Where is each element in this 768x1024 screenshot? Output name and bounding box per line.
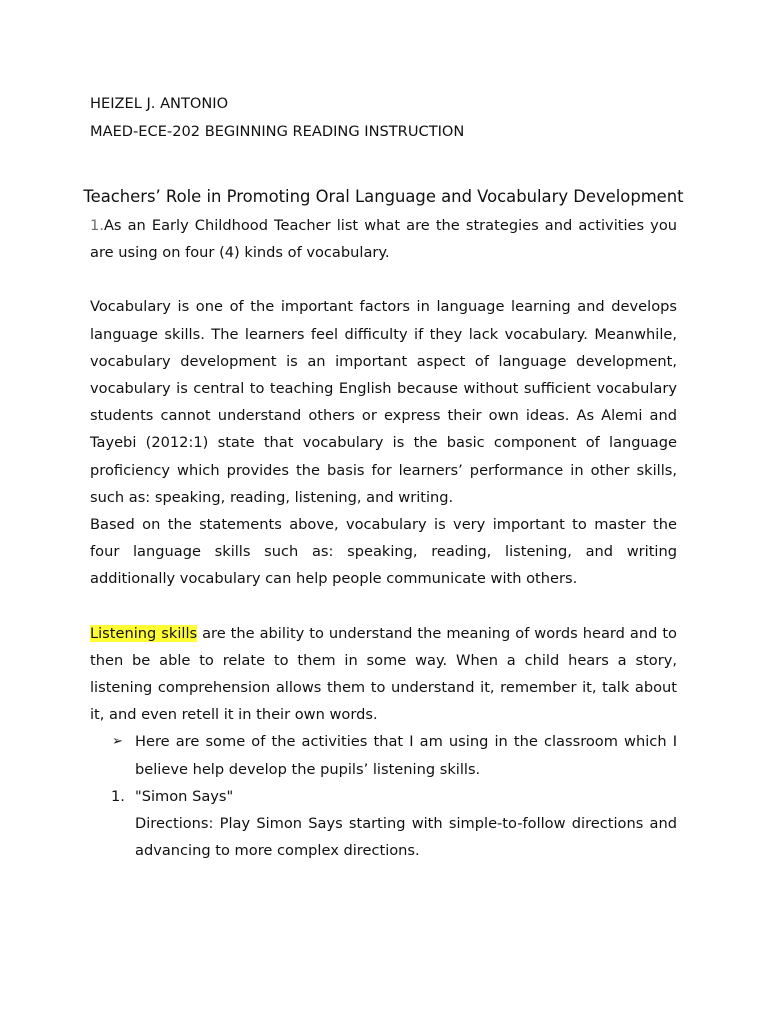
author-name: HEIZEL J. ANTONIO bbox=[90, 95, 229, 112]
spacer bbox=[90, 593, 677, 620]
paragraph-vocabulary-intro: Vocabulary is one of the important factors in language learning and develops language skills. The learners feel difficulty if they lack vocabulary. Meanwhile, vocabulary development is an important aspect of language development, vocabulary is central to teaching English because without sufficient vocabulary students cannot understand others or express their own ideas. As Alemi and Tayebi (2012:1) state that vocabulary is the basic component of language proficiency which provides the basis for learners’ performance in other skills, such as: speaking, reading, listening, and writing. bbox=[90, 298, 677, 506]
activity-item bbox=[90, 783, 677, 810]
paragraph-vocabulary-summary: Based on the statements above, vocabulary is very important to master the four language skills such as: speaking, reading, listening, and writing additionally vocabulary can help people communicate with others. bbox=[90, 516, 677, 588]
course-title: MAED-ECE-202 BEGINNING READING INSTRUCTION bbox=[90, 123, 465, 140]
listening-skills-text: are the ability to understand the meaning of words heard and to then be able to relate to them in some way. When a child hears a story, listening comprehension allows them to understand it, remember it, talk about it, and even retell it in their own words. bbox=[90, 624, 677, 724]
question-text bbox=[90, 212, 677, 266]
activity-name: "Simon Says" bbox=[135, 787, 234, 805]
activity-directions: Directions: Play Simon Says starting with simple-to-follow directions and advancing to more complex directions. bbox=[135, 815, 677, 860]
highlighted-term: Listening skills bbox=[90, 624, 198, 642]
question-number: 1. bbox=[90, 217, 104, 234]
activity-number: 1. bbox=[111, 787, 125, 805]
question-body: As an Early Childhood Teacher list what are the strategies and activities you are using on four (4) kinds of vocabulary. bbox=[90, 217, 677, 262]
document-title: Teachers’ Role in Promoting Oral Language and Vocabulary Development bbox=[83, 187, 684, 206]
bullet-text: Here are some of the activities that I am using in the classroom which I believe help develop the pupils’ listening skills. bbox=[135, 733, 677, 778]
arrow-bullet-icon: ➢ bbox=[112, 734, 123, 750]
paragraph-listening-skills bbox=[90, 620, 677, 729]
document-page bbox=[83, 90, 684, 864]
spacer bbox=[90, 266, 677, 293]
bullet-item bbox=[90, 728, 677, 782]
